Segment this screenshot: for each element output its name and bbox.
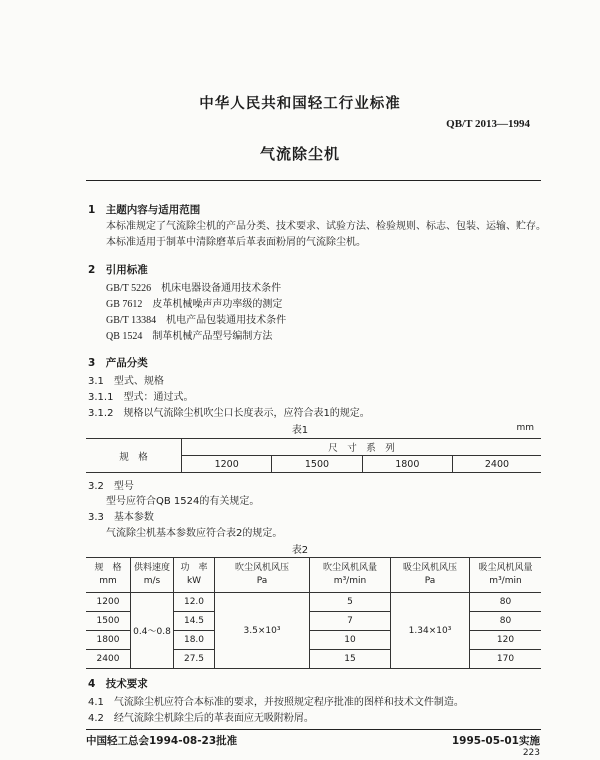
clause-3-2: 3.2 型号	[88, 481, 134, 492]
table-2-blow-pressure: 3.5×10³	[215, 593, 310, 669]
approval-date: 中国轻工总会1994-08-23批准	[86, 735, 238, 747]
table-2-cell: 1200	[86, 593, 131, 612]
table-2-cell: 80	[470, 612, 542, 631]
table-2-header: 吹尘风机风压 Pa	[215, 558, 310, 593]
table-2-cell: 18.0	[174, 631, 215, 650]
effective-date: 1995-05-01实施	[451, 735, 540, 747]
clause-4-2: 4.2 经气流除尘机除尘后的革表面应无吸附粉屑。	[88, 713, 314, 724]
table-2-suction-pressure: 1.34×10³	[391, 593, 470, 669]
section-3-heading: 3 产品分类	[88, 357, 148, 369]
table-1-caption: 表1	[291, 425, 309, 436]
table-2-header: 规 格 mm	[86, 558, 131, 593]
table-1-cell: 2400	[452, 456, 541, 473]
table-2-header: 吹尘风机风量 m³/min	[310, 558, 391, 593]
table-1-unit: mm	[516, 423, 534, 433]
document-title: 气流除尘机	[259, 145, 340, 163]
table-2-caption: 表2	[291, 545, 309, 556]
table-2-cell: 7	[310, 612, 391, 631]
table-2-cell: 1800	[86, 631, 131, 650]
table-2-cell: 80	[470, 593, 542, 612]
header-divider	[86, 180, 541, 181]
table-2-header: 吸尘风机风量 m³/min	[470, 558, 542, 593]
table-1-cell: 1800	[362, 456, 452, 473]
table-1-group-header: 尺 寸 系 列	[182, 439, 542, 456]
table-2-cell: 12.0	[174, 593, 215, 612]
section-2-heading: 2 引用标准	[88, 264, 148, 276]
table-2-header: 吸尘风机风压 Pa	[391, 558, 470, 593]
standard-org-title: 中华人民共和国轻工行业标准	[199, 96, 401, 112]
table-2-cell: 1500	[86, 612, 131, 631]
page-number: 223	[522, 748, 540, 758]
clause-3-1: 3.1 型式、规格	[88, 376, 164, 387]
table-2-cell: 5	[310, 593, 391, 612]
clause-4-1: 4.1 气流除尘机应符合本标准的要求，并按照规定程序批准的图样和技术文件制造。	[88, 697, 464, 708]
section-1-para-2: 本标准适用于制革中清除磨革后革表面粉屑的气流除尘机。	[106, 237, 366, 248]
reference-item: GB 7612 皮革机械噪声声功率级的测定	[106, 299, 283, 310]
clause-3-2-text: 型号应符合QB 1524的有关规定。	[106, 496, 260, 507]
table-2-header: 功 率 kW	[174, 558, 215, 593]
table-1-cell: 1200	[182, 456, 272, 473]
table-1-row-label: 规 格	[86, 439, 182, 473]
reference-item: QB 1524 制革机械产品型号编制方法	[106, 331, 273, 342]
table-2-cell: 170	[470, 650, 542, 669]
table-1-cell: 1500	[272, 456, 362, 473]
table-2-cell: 27.5	[174, 650, 215, 669]
table-2-cell: 2400	[86, 650, 131, 669]
section-4-heading: 4 技术要求	[88, 678, 148, 690]
clause-3-1-2: 3.1.2 规格以气流除尘机吹尘口长度表示，应符合表1的规定。	[88, 408, 370, 419]
table-2-cell: 14.5	[174, 612, 215, 631]
clause-3-1-1: 3.1.1 型式：通过式。	[88, 392, 194, 403]
table-2-cell: 10	[310, 631, 391, 650]
table-2-feed-speed: 0.4～0.8	[131, 593, 174, 669]
clause-3-3: 3.3 基本参数	[88, 512, 154, 523]
reference-item: GB/T 13384 机电产品包装通用技术条件	[106, 315, 287, 326]
table-1	[86, 438, 541, 473]
section-1-para-1: 本标准规定了气流除尘机的产品分类、技术要求、试验方法、检验规则、标志、包装、运输、贮存。	[106, 221, 546, 232]
table-2	[86, 557, 541, 669]
reference-item: GB/T 5226 机床电器设备通用技术条件	[106, 283, 282, 294]
section-1-heading: 1 主题内容与适用范围	[88, 204, 201, 216]
standard-code: QB/T 2013—1994	[446, 118, 530, 130]
table-2-cell: 15	[310, 650, 391, 669]
clause-3-3-text: 气流除尘机基本参数应符合表2的规定。	[106, 528, 283, 539]
footer-divider	[86, 729, 541, 730]
table-2-cell: 120	[470, 631, 542, 650]
table-2-header: 供料速度 m/s	[131, 558, 174, 593]
